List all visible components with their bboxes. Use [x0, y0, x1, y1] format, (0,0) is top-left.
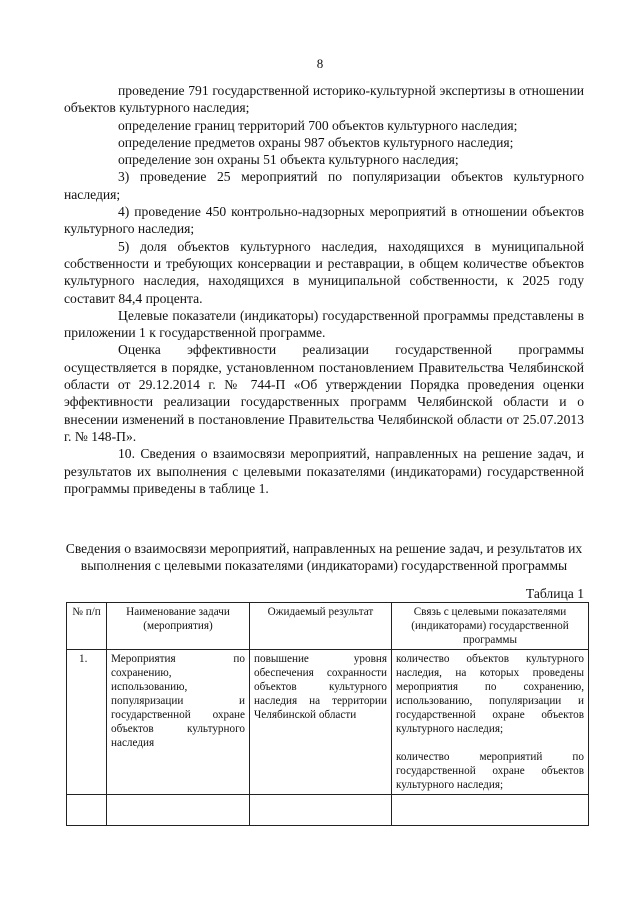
cell-num: 1.	[67, 650, 107, 795]
table-label: Таблица 1	[525, 586, 584, 601]
table-header-row	[67, 603, 589, 650]
cell-spacer	[396, 736, 584, 750]
cell-link-item: количество мероприятий по государственной охране объектов культурного наследия;	[396, 751, 584, 791]
cell-link-item: количество объектов культурного наследия, на которых проведены мероприятия по сохранению, использованию, популяризации и государственной охране объектов культурного наследия;	[396, 653, 584, 735]
relationship-table	[66, 602, 589, 826]
paragraph: 4) проведение 450 контрольно-надзорных мероприятий в отношении объектов культурного наследия;	[64, 204, 584, 237]
cell-empty	[107, 795, 250, 826]
paragraph: 10. Сведения о взаимосвязи мероприятий, направленных на решение задач, и результатов их выполнения с целевыми показателями (индикаторами) государственной программы приведены в таблице 1.	[64, 446, 584, 496]
cell-empty	[250, 795, 392, 826]
header-link: Связь с целевыми показателями (индикаторами) государственной программы	[392, 603, 589, 650]
paragraph: определение зон охраны 51 объекта культурного наследия;	[118, 152, 459, 168]
table-title: Сведения о взаимосвязи мероприятий, направленных на решение задач, и результатов их выполнения с целевыми показателями (индикаторами) государственной программы	[65, 541, 583, 573]
paragraph: проведение 791 государственной историко-культурной экспертизы в отношении объектов культурного наследия;	[64, 83, 584, 116]
body-text	[64, 82, 584, 497]
paragraph: Целевые показатели (индикаторы) государственной программы представлены в приложении 1 к государственной программе.	[64, 307, 584, 341]
paragraph: 5) доля объектов культурного наследия, находящихся в муниципальной собственности и требующих консервации и реставрации, в общем количестве объектов культурного наследия, находящихся в муниципальной собственности, к 2025 году составит 84,4 процента.	[64, 238, 584, 306]
header-result: Ожидаемый результат	[250, 603, 392, 650]
table-row	[67, 650, 589, 795]
paragraph: определение границ территорий 700 объектов культурного наследия;	[118, 117, 518, 133]
cell-link	[392, 650, 589, 795]
paragraph: 3) проведение 25 мероприятий по популяризации объектов культурного наследия;	[64, 169, 584, 202]
cell-empty	[392, 795, 589, 826]
paragraph: Оценка эффективности реализации государственной программы осуществляется в порядке, установленном постановлением Правительства Челябинской области от 29.12.2014 г. № 744-П «Об утверждении Порядка проведения оценки эффективности реализации государственных программ Челябинской области и о внесении изменений в постановление Правительства Челябинской области от 25.07.2013 г. № 148-П».	[64, 342, 584, 444]
cell-empty	[67, 795, 107, 826]
header-task: Наименование задачи (мероприятия)	[107, 603, 250, 650]
cell-result: повышение уровня обеспечения сохранности объектов культурного наследия на территории Челябинской области	[250, 650, 392, 795]
paragraph: определение предметов охраны 987 объектов культурного наследия;	[118, 134, 514, 150]
page-number: 8	[316, 56, 324, 71]
table-row-continuation	[67, 795, 589, 826]
header-num: № п/п	[67, 603, 107, 650]
cell-task: Мероприятия по сохранению, использованию, популяризации и государственной охране объектов культурного наследия	[107, 650, 250, 795]
